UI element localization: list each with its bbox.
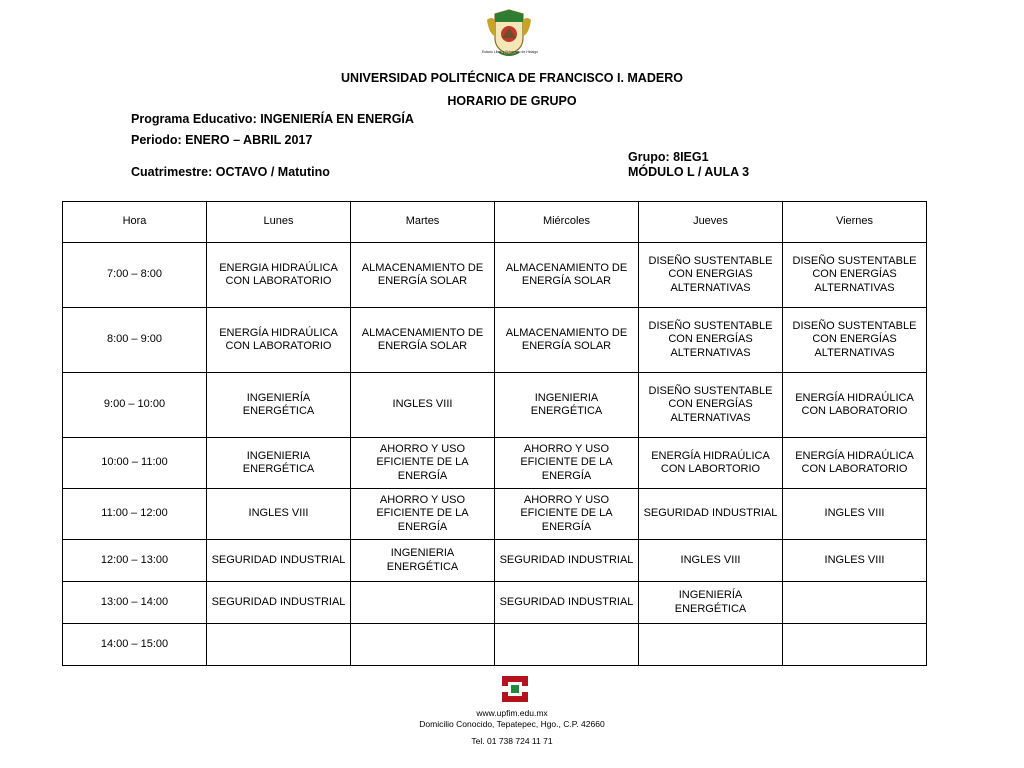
class-cell — [351, 624, 495, 666]
class-cell: DISEÑO SUSTENTABLE CON ENERGÍAS ALTERNATIVAS — [639, 308, 783, 373]
class-cell: SEGURIDAD INDUSTRIAL — [639, 489, 783, 540]
footer-phone: Tel. 01 738 724 11 71 — [471, 736, 553, 746]
class-cell — [783, 582, 927, 624]
class-cell: ALMACENAMIENTO DE ENERGÍA SOLAR — [351, 243, 495, 308]
time-cell: 9:00 – 10:00 — [63, 373, 207, 438]
class-cell: INGENIERÍA ENERGÉTICA — [639, 582, 783, 624]
header-miercoles: Miércoles — [495, 202, 639, 243]
periodo-label: Periodo: ENERO – ABRIL 2017 — [131, 133, 313, 147]
header-viernes: Viernes — [783, 202, 927, 243]
class-cell: AHORRO Y USO EFICIENTE DE LA ENERGÍA — [351, 438, 495, 489]
class-cell: INGLES VIII — [639, 540, 783, 582]
class-cell: AHORRO Y USO EFICIENTE DE LA ENERGÍA — [495, 489, 639, 540]
class-cell — [639, 624, 783, 666]
time-cell: 11:00 – 12:00 — [63, 489, 207, 540]
cuatrimestre-label: Cuatrimestre: OCTAVO / Matutino — [131, 165, 330, 179]
class-cell: SEGURIDAD INDUSTRIAL — [207, 540, 351, 582]
class-cell: INGLES VIII — [783, 540, 927, 582]
time-cell: 8:00 – 9:00 — [63, 308, 207, 373]
class-cell: INGLES VIII — [351, 373, 495, 438]
class-cell: INGENIERIA ENERGÉTICA — [495, 373, 639, 438]
table-row — [63, 540, 927, 582]
grupo-label: Grupo: 8IEG1 — [628, 150, 709, 164]
class-cell: ALMACENAMIENTO DE ENERGÍA SOLAR — [351, 308, 495, 373]
class-cell — [495, 624, 639, 666]
schedule-table — [62, 201, 927, 666]
class-cell: INGENIERÍA ENERGÉTICA — [207, 373, 351, 438]
table-row — [63, 489, 927, 540]
time-cell: 10:00 – 11:00 — [63, 438, 207, 489]
table-row — [63, 582, 927, 624]
seal-caption: Estado Libre y Soberano de Hidalgo — [481, 50, 539, 54]
class-cell: INGLES VIII — [207, 489, 351, 540]
class-cell: ENERGÍA HIDRAÚLICA CON LABORTORIO — [639, 438, 783, 489]
time-cell: 13:00 – 14:00 — [63, 582, 207, 624]
class-cell: SEGURIDAD INDUSTRIAL — [495, 540, 639, 582]
modulo-label: MÓDULO L / AULA 3 — [628, 165, 750, 179]
programa-label: Programa Educativo: INGENIERÍA EN ENERGÍA — [131, 112, 414, 126]
class-cell — [351, 582, 495, 624]
class-cell: ENERGÍA HIDRAÚLICA CON LABORATORIO — [207, 308, 351, 373]
table-row — [63, 308, 927, 373]
schedule-title: HORARIO DE GRUPO — [447, 94, 577, 108]
university-title: UNIVERSIDAD POLITÉCNICA DE FRANCISCO I. MADERO — [341, 71, 683, 85]
class-cell: DISEÑO SUSTENTABLE CON ENERGIAS ALTERNATIVAS — [639, 243, 783, 308]
table-header-row — [63, 202, 927, 243]
header-lunes: Lunes — [207, 202, 351, 243]
time-cell: 12:00 – 13:00 — [63, 540, 207, 582]
class-cell: AHORRO Y USO EFICIENTE DE LA ENERGÍA — [351, 489, 495, 540]
header-hora: Hora — [63, 202, 207, 243]
table-row — [63, 373, 927, 438]
class-cell: SEGURIDAD INDUSTRIAL — [495, 582, 639, 624]
time-cell: 7:00 – 8:00 — [63, 243, 207, 308]
class-cell: INGLES VIII — [783, 489, 927, 540]
class-cell: ENERGÍA HIDRAÚLICA CON LABORATORIO — [783, 373, 927, 438]
class-cell: INGENIERIA ENERGÉTICA — [351, 540, 495, 582]
time-cell: 14:00 – 15:00 — [63, 624, 207, 666]
class-cell: ENERGIA HIDRAÚLICA CON LABORATORIO — [207, 243, 351, 308]
class-cell — [207, 624, 351, 666]
footer-address: Domicilio Conocido, Tepatepec, Hgo., C.P. 42660 — [419, 719, 605, 729]
header-jueves: Jueves — [639, 202, 783, 243]
class-cell: ALMACENAMIENTO DE ENERGÍA SOLAR — [495, 243, 639, 308]
class-cell: ALMACENAMIENTO DE ENERGÍA SOLAR — [495, 308, 639, 373]
table-row — [63, 624, 927, 666]
class-cell: INGENIERIA ENERGÉTICA — [207, 438, 351, 489]
class-cell: DISEÑO SUSTENTABLE CON ENERGÍAS ALTERNATIVAS — [783, 243, 927, 308]
footer-website: www.upfim.edu.mx — [476, 708, 548, 718]
class-cell: AHORRO Y USO EFICIENTE DE LA ENERGÍA — [495, 438, 639, 489]
table-row — [63, 438, 927, 489]
header-martes: Martes — [351, 202, 495, 243]
class-cell: ENERGÍA HIDRAÚLICA CON LABORATORIO — [783, 438, 927, 489]
class-cell: SEGURIDAD INDUSTRIAL — [207, 582, 351, 624]
upfim-logo-icon — [499, 673, 531, 705]
class-cell — [783, 624, 927, 666]
class-cell: DISEÑO SUSTENTABLE CON ENERGÍAS ALTERNATIVAS — [639, 373, 783, 438]
table-row — [63, 243, 927, 308]
class-cell: DISEÑO SUSTENTABLE CON ENERGÍAS ALTERNATIVAS — [783, 308, 927, 373]
